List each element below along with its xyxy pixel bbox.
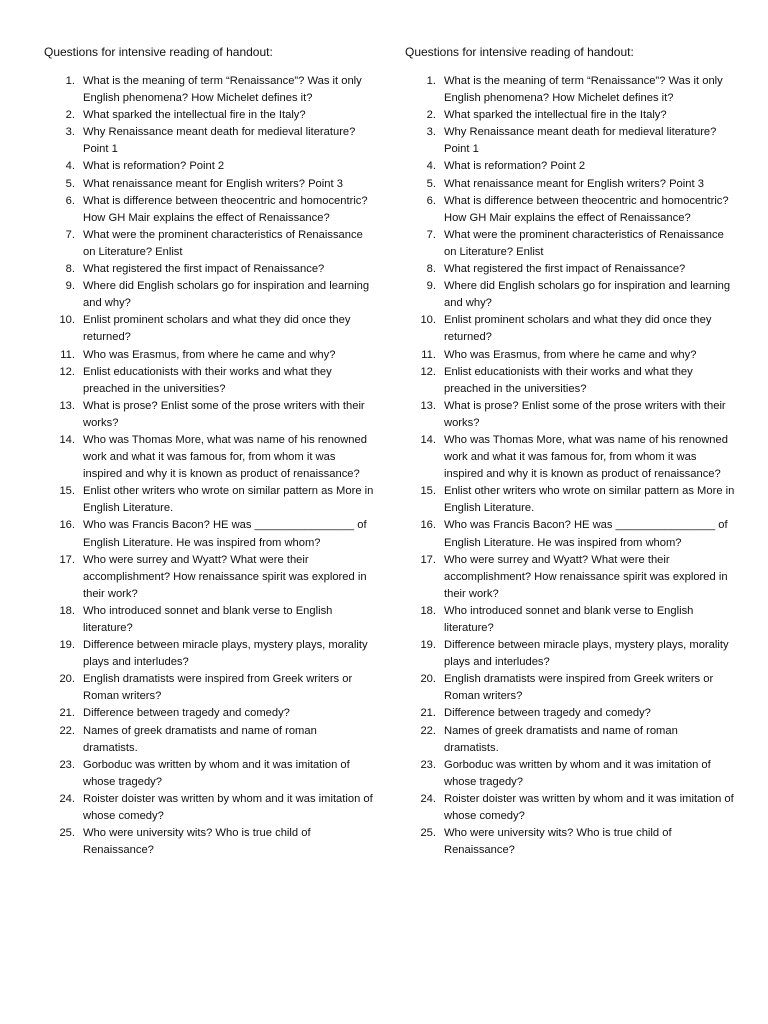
question-text: Gorboduc was written by whom and it was imitation of whose tragedy? [83,758,350,788]
question-text: What sparked the intellectual fire in the Italy? [444,109,667,122]
question-item [44,364,374,398]
question-text: Who were university wits? Who is true child of Renaissance? [444,827,672,857]
handout-title: Questions for intensive reading of handout: [44,45,273,59]
question-number: 21. [420,707,436,720]
question-text: English dramatists were inspired from Greek writers or Roman writers? [444,673,714,703]
question-number: 12. [420,365,436,378]
question-number: 6. [426,194,436,207]
question-item [44,278,374,312]
question-text: What is the meaning of term “Renaissance”? Was it only English phenomena? How Michelet defines it? [444,75,723,105]
question-item [405,278,735,312]
question-text: What registered the first impact of Renaissance? [83,263,325,276]
question-item [405,73,735,107]
question-number: 10. [59,314,75,327]
question-text: Who was Francis Bacon? HE was ________________ of English Literature. He was inspired from whom? [444,519,728,549]
question-number: 24. [420,792,436,805]
question-item [44,398,374,432]
question-number: 6. [65,194,75,207]
question-item [44,757,374,791]
question-number: 4. [65,160,75,173]
question-number: 4. [426,160,436,173]
question-text: Enlist other writers who wrote on similar pattern as More in English Literature. [444,485,735,515]
question-number: 2. [426,109,436,122]
question-number: 22. [420,724,436,737]
question-text: Difference between tragedy and comedy? [83,707,290,720]
question-text: Who was Erasmus, from where he came and why? [444,348,697,361]
question-item [405,261,735,278]
question-text: Who was Francis Bacon? HE was ________________ of English Literature. He was inspired from whom? [83,519,367,549]
question-text: Difference between miracle plays, mystery plays, morality plays and interludes? [83,639,368,669]
question-item [44,312,374,346]
question-text: Why Renaissance meant death for medieval literature? Point 1 [83,126,356,156]
question-item [405,825,735,859]
question-text: Difference between miracle plays, mystery plays, morality plays and interludes? [444,639,729,669]
question-text: Who were surrey and Wyatt? What were their accomplishment? How renaissance spirit was explored in their work? [444,553,728,600]
question-item [44,705,374,722]
question-text: What were the prominent characteristics of Renaissance on Literature? Enlist [444,228,724,258]
question-item [405,364,735,398]
question-text: Who was Thomas More, what was name of his renowned work and what it was famous for, from whom it was inspired and why it is known as product of renaissance? [83,433,367,481]
question-item [44,176,374,193]
question-item [44,552,374,603]
question-number: 16. [420,519,436,532]
question-number: 14. [420,433,436,446]
question-number: 1. [426,75,436,87]
question-number: 9. [65,280,75,293]
question-item [405,347,735,364]
question-number: 15. [59,485,75,498]
question-text: Names of greek dramatists and name of roman dramatists. [444,724,678,754]
question-number: 19. [59,639,75,652]
question-text: Enlist prominent scholars and what they did once they returned? [444,314,712,344]
question-text: What renaissance meant for English writers? Point 3 [444,177,704,190]
question-number: 23. [59,758,75,771]
question-number: 5. [426,177,436,190]
question-item [405,107,735,124]
question-number: 7. [65,228,75,241]
question-list [44,73,374,859]
question-number: 2. [65,109,75,122]
question-text: Who introduced sonnet and blank verse to English literature? [83,604,333,634]
question-number: 13. [59,399,75,412]
question-text: What were the prominent characteristics of Renaissance on Literature? Enlist [83,228,363,258]
question-item [405,552,735,603]
question-number: 3. [65,126,75,139]
question-text: What is difference between theocentric and homocentric? How GH Mair explains the effect of Renaissance? [83,194,368,224]
question-text: Difference between tragedy and comedy? [444,707,651,720]
question-number: 7. [426,228,436,241]
question-number: 24. [59,792,75,805]
question-text: Enlist prominent scholars and what they did once they returned? [83,314,351,344]
question-text: What is reformation? Point 2 [83,160,225,173]
question-number: 10. [420,314,436,327]
question-item [405,158,735,175]
question-number: 17. [59,553,75,566]
question-item [44,73,374,107]
question-text: Who introduced sonnet and blank verse to English literature? [444,604,694,634]
handout-column-right [405,44,735,859]
question-text: Gorboduc was written by whom and it was imitation of whose tragedy? [444,758,711,788]
question-item [44,517,374,551]
question-item [44,261,374,278]
question-text: What is reformation? Point 2 [444,160,586,173]
question-item [44,158,374,175]
question-item [44,637,374,671]
question-text: Why Renaissance meant death for medieval literature? Point 1 [444,126,717,156]
question-item [405,603,735,637]
question-text: Where did English scholars go for inspiration and learning and why? [83,280,370,310]
question-text: What is prose? Enlist some of the prose writers with their works? [444,399,726,429]
handout-title: Questions for intensive reading of handout: [405,45,634,59]
question-text: Who were university wits? Who is true child of Renaissance? [83,827,311,857]
question-number: 14. [59,433,75,446]
question-number: 1. [65,75,75,87]
question-number: 18. [59,604,75,617]
question-item [405,193,735,227]
question-number: 21. [59,707,75,720]
question-item [44,193,374,227]
question-item [405,517,735,551]
question-text: What registered the first impact of Renaissance? [444,263,686,276]
question-number: 18. [420,604,436,617]
question-item [405,176,735,193]
question-item [405,398,735,432]
question-item [44,825,374,859]
question-item [405,723,735,757]
question-item [44,723,374,757]
question-item [405,637,735,671]
question-text: What renaissance meant for English writers? Point 3 [83,177,343,190]
question-number: 13. [420,399,436,412]
question-text: Who was Thomas More, what was name of his renowned work and what it was famous for, from whom it was inspired and why it is known as product of renaissance? [444,433,728,481]
question-text: Who were surrey and Wyatt? What were their accomplishment? How renaissance spirit was explored in their work? [83,553,367,600]
question-item [44,432,374,483]
question-text: What is difference between theocentric and homocentric? How GH Mair explains the effect of Renaissance? [444,194,729,224]
question-text: Enlist other writers who wrote on similar pattern as More in English Literature. [83,485,374,515]
question-item [405,757,735,791]
question-item [405,312,735,346]
question-text: Where did English scholars go for inspiration and learning and why? [444,280,731,310]
question-number: 23. [420,758,436,771]
question-item [405,124,735,158]
handout-column-left [44,44,374,859]
question-number: 25. [420,827,436,840]
question-item [44,791,374,825]
question-item [405,705,735,722]
question-item [44,124,374,158]
question-item [405,483,735,517]
question-number: 8. [426,263,436,276]
question-number: 11. [421,348,436,361]
question-number: 9. [426,280,436,293]
question-text: What is prose? Enlist some of the prose writers with their works? [83,399,365,429]
question-text: Names of greek dramatists and name of roman dramatists. [83,724,317,754]
question-item [405,227,735,261]
question-number: 19. [420,639,436,652]
question-number: 11. [60,348,75,361]
question-number: 5. [65,177,75,190]
question-item [44,671,374,705]
question-number: 8. [65,263,75,276]
question-text: What is the meaning of term “Renaissance”? Was it only English phenomena? How Michelet defines it? [83,75,362,105]
question-item [44,107,374,124]
question-number: 25. [59,827,75,840]
question-item [405,671,735,705]
question-item [405,791,735,825]
question-list [405,73,735,859]
question-text: Who was Erasmus, from where he came and why? [83,348,336,361]
question-number: 12. [59,365,75,378]
question-number: 20. [59,673,75,686]
question-number: 15. [420,485,436,498]
question-text: Enlist educationists with their works and what they preached in the universities? [83,365,332,395]
question-number: 16. [59,519,75,532]
question-number: 20. [420,673,436,686]
question-number: 22. [59,724,75,737]
question-item [405,432,735,483]
question-text: What sparked the intellectual fire in the Italy? [83,109,306,122]
question-text: Roister doister was written by whom and it was imitation of whose comedy? [444,792,734,823]
question-item [44,483,374,517]
question-text: English dramatists were inspired from Greek writers or Roman writers? [83,673,353,703]
question-item [44,603,374,637]
question-item [44,347,374,364]
question-text: Enlist educationists with their works and what they preached in the universities? [444,365,693,395]
question-number: 17. [420,553,436,566]
question-text: Roister doister was written by whom and it was imitation of whose comedy? [83,792,373,823]
question-item [44,227,374,261]
question-number: 3. [426,126,436,139]
